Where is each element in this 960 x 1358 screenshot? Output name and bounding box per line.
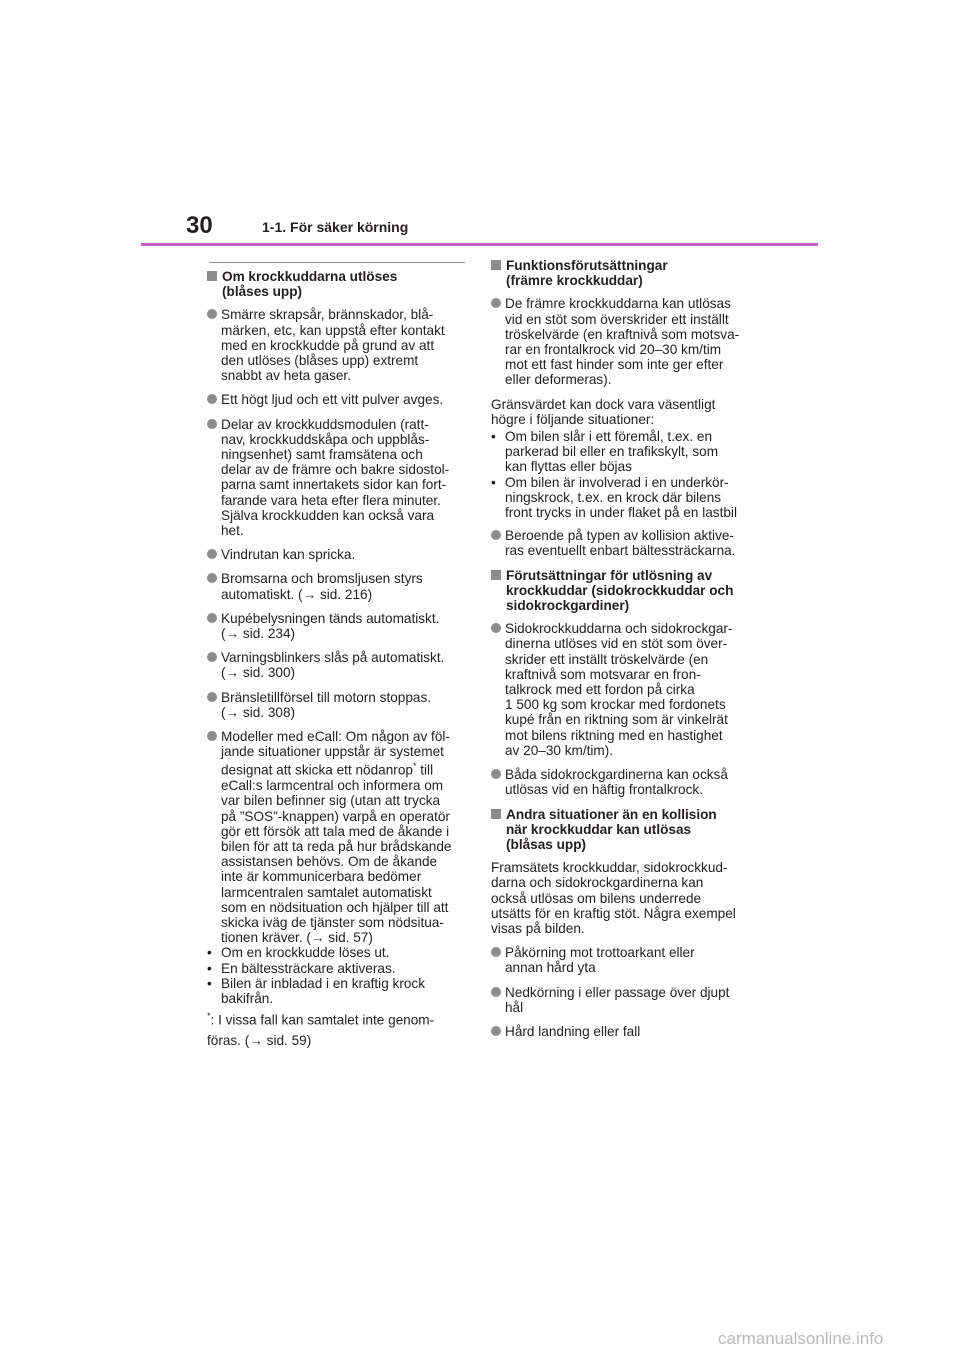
- circle-bullet-icon: [207, 573, 217, 583]
- circle-bullet-icon: [207, 309, 217, 319]
- sub-bullet: [207, 976, 475, 1006]
- ecall-text-part1: Modeller med eCall: Om någon av föl- jande situationer uppstår är systemet designat att skicka ett nödanrop: [221, 729, 450, 779]
- footnote-marker: *: [412, 761, 417, 772]
- heading-text: Funktionsförutsättningar (främre krockkuddar): [506, 258, 668, 289]
- heading-text: Förutsättningar för utlösning av krockkuddar (sidokrockkuddar och sidokrockgardiner): [506, 567, 734, 614]
- list-item: [491, 945, 759, 975]
- list-item: [207, 571, 475, 601]
- circle-bullet-icon: [207, 549, 217, 559]
- list-item-text: Smärre skrapsår, brännskador, blå- märken, etc, kan uppstå efter kontakt med en krockkudde på grund av att den utlöses (blåses upp) extremt snabbt av heta gaser.: [221, 307, 445, 384]
- sub-bullet: [491, 429, 759, 475]
- ecall-text-part2: till eCall:s larmcentral och informera om var bilen befinner sig (utan att trycka på ”SOS”-knappen) varpå en operatör gör ett försök att tala med de åkande i bilen för att ta reda på hur brådskande assistansen behövs. Om de åkande inte är kommunicerbara bedömer larmcentralen samtalet automatiskt som en nödsituation och hjälper till att skicka iväg de tjänster som nödsitua- tionen kräver. (→ sid. 57): [221, 763, 452, 946]
- list-item: [207, 392, 475, 407]
- circle-bullet-icon: [491, 987, 501, 997]
- right-column: [491, 258, 759, 1048]
- bullet-dot-icon: •: [491, 429, 496, 445]
- list-item-text: Delar av krockkuddsmodulen (ratt- nav, krockkuddskåpa och uppblås- ningsenhet) samt framsätena och delar av de främre och bakre sidostol- parna samt innertakets sidor kan fort- farande vara heta efter flera minuter. Själva krockkudden kan också vara het.: [221, 416, 450, 539]
- section-title: 1-1. För säker körning: [262, 219, 409, 235]
- list-item: [207, 611, 475, 641]
- watermark: carmanualsonline.info: [718, 1329, 884, 1348]
- list-item-ecall: [207, 729, 475, 945]
- square-bullet-icon: [491, 260, 501, 270]
- list-item: [491, 621, 759, 758]
- section-heading: [491, 568, 759, 614]
- list-item-text: Ett högt ljud och ett vitt pulver avges.: [221, 392, 444, 408]
- circle-bullet-icon: [207, 692, 217, 702]
- page-header: [0, 0, 960, 250]
- list-item: [207, 307, 475, 383]
- circle-bullet-icon: [207, 652, 217, 662]
- bullet-dot-icon: •: [491, 474, 496, 490]
- circle-bullet-icon: [207, 731, 217, 741]
- list-item-text: Varningsblinkers slås på automatiskt. (→ sid. 300): [221, 650, 445, 681]
- list-item: [207, 650, 475, 680]
- list-item: [491, 985, 759, 1015]
- list-item-text: Nedkörning i eller passage över djupt hål: [505, 984, 730, 1015]
- list-item: [491, 528, 759, 558]
- list-item-text: Bränsletillförsel till motorn stoppas. (→ sid. 308): [221, 689, 432, 720]
- section-heading: [491, 258, 759, 288]
- ecall-text: [221, 729, 475, 945]
- list-item: [207, 690, 475, 720]
- left-column: [207, 258, 475, 1051]
- list-item: [491, 296, 759, 387]
- sub-bullet: [207, 961, 475, 976]
- footnote-text: : I vissa fall kan samtalet inte genom- föras. (→ sid. 59): [207, 1012, 435, 1048]
- square-bullet-icon: [491, 809, 501, 819]
- section-heading: [207, 269, 475, 299]
- circle-bullet-icon: [207, 394, 217, 404]
- paragraph: Gränsvärdet kan dock vara väsentligt högre i följande situationer:: [491, 396, 716, 427]
- footnote-body: [207, 1006, 475, 1051]
- section-heading: [491, 807, 759, 853]
- heading-text: Om krockkuddarna utlöses (blåses upp): [222, 269, 398, 300]
- sub-bullet-text: Om bilen är involverad i en underkör- ningskrock, t.ex. en krock där bilens front trycks in under flaket på en lastbil: [505, 474, 737, 521]
- list-item-text: Påkörning mot trottoarkant eller annan hård yta: [505, 945, 695, 976]
- sub-bullet-text: Bilen är inbladad i en kraftig krock bakifrån.: [221, 975, 426, 1007]
- list-item-text: Hård landning eller fall: [505, 1023, 641, 1039]
- circle-bullet-icon: [207, 419, 217, 429]
- sub-bullet: [491, 475, 759, 521]
- list-item: [207, 547, 475, 562]
- list-item-text: De främre krockkuddarna kan utlösas vid en stöt som överskrider ett inställt tröskelvärde (en kraftnivå som motsva- rar en frontalkrock vid 20–30 km/tim mot ett fast hinder som inte ger efter eller deformeras).: [505, 296, 740, 388]
- circle-bullet-icon: [491, 530, 501, 540]
- list-item-text: Bromsarna och bromsljusen styrs automatiskt. (→ sid. 216): [221, 571, 423, 602]
- bullet-dot-icon: •: [207, 945, 212, 961]
- list-item: [491, 767, 759, 797]
- sub-bullet-text: Om en krockkudde löses ut.: [221, 945, 390, 961]
- circle-bullet-icon: [207, 613, 217, 623]
- circle-bullet-icon: [491, 298, 501, 308]
- sub-bullet: [207, 945, 475, 960]
- list-item: [491, 1024, 759, 1039]
- circle-bullet-icon: [491, 623, 501, 633]
- list-item-text: Vindrutan kan spricka.: [221, 547, 356, 563]
- circle-bullet-icon: [491, 769, 501, 779]
- list-item-text: Kupébelysningen tänds automatiskt. (→ sid. 234): [221, 610, 440, 642]
- footnote: [207, 1006, 475, 1051]
- circle-bullet-icon: [491, 947, 501, 957]
- column-divider: [209, 262, 465, 263]
- bullet-dot-icon: •: [207, 975, 212, 991]
- list-item-text: Beroende på typen av kollision aktive- ras eventuellt enbart bältessträckarna.: [505, 528, 736, 559]
- paragraph: Framsätets krockkuddar, sidokrockkud- darna och sidokrockgardinerna kan också utlösas om bilens underrede utsätts för en kraftig stöt. Några exempel visas på bilden.: [491, 860, 736, 936]
- bullet-dot-icon: •: [207, 960, 212, 976]
- list-item-text: Båda sidokrockgardinerna kan också utlösas vid en häftig frontalkrock.: [505, 767, 728, 798]
- square-bullet-icon: [491, 570, 501, 580]
- list-item: [207, 417, 475, 539]
- sub-bullet-text: Om bilen slår i ett föremål, t.ex. en parkerad bil eller en trafikskylt, som kan flyttas eller böjas: [505, 429, 719, 475]
- page-number: 30: [186, 212, 213, 239]
- footnote-mark: *: [207, 1011, 211, 1022]
- square-bullet-icon: [207, 271, 217, 281]
- header-divider: [141, 243, 818, 246]
- circle-bullet-icon: [491, 1026, 501, 1036]
- sub-bullet-text: En bältessträckare aktiveras.: [221, 960, 396, 976]
- list-item-text: Sidokrockkuddarna och sidokrockgar- dinerna utlöses vid en stöt som över- skrider ett inställt tröskelvärde (en kraftnivå som motsvarar en fron- talkrock med ett fordon på cirka 1 500 kg som krockar med fordonets kupé från en riktning som är vinkelrät mot bilens riktning med en hastighet av 20–30 km/tim).: [505, 621, 733, 758]
- heading-text: Andra situationer än en kollision när krockkuddar kan utlösas (blåsas upp): [506, 806, 717, 852]
